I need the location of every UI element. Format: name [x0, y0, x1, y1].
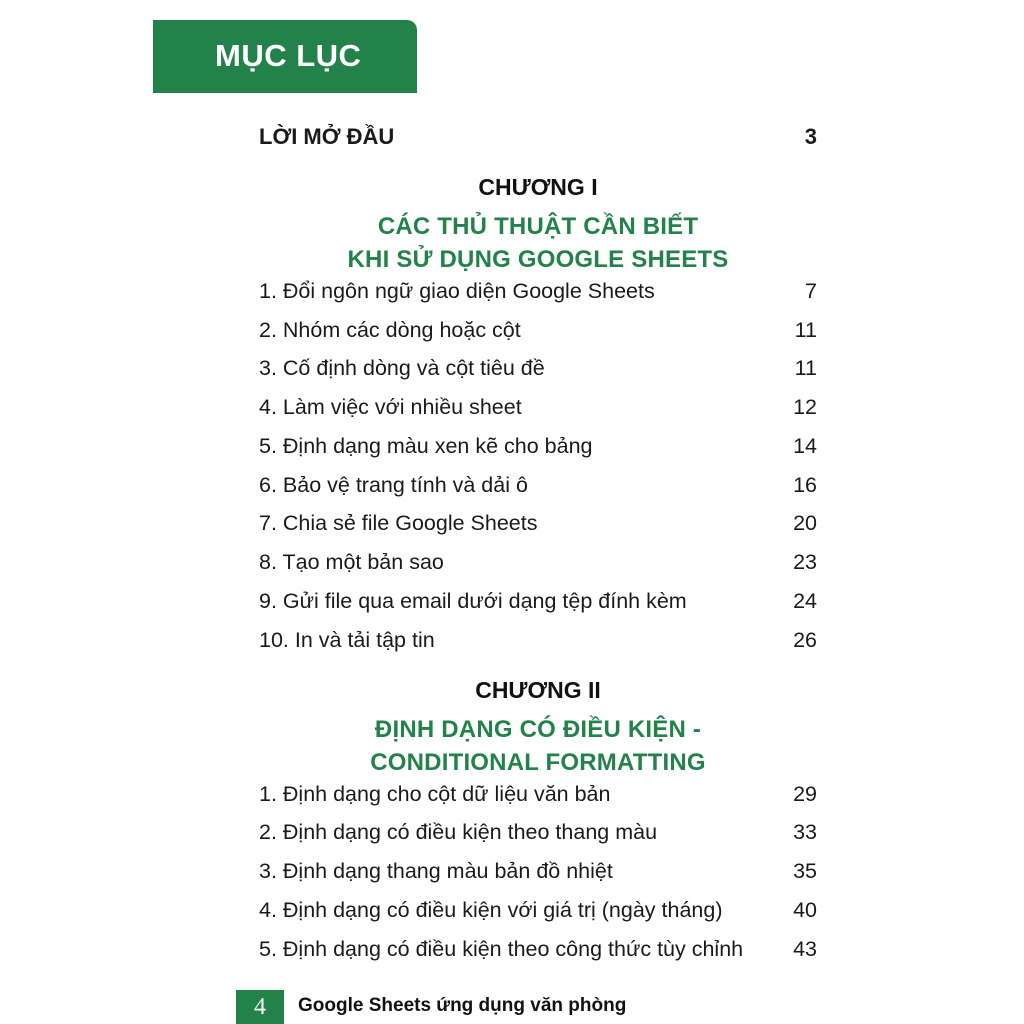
chapter-2-title-line-2: CONDITIONAL FORMATTING [370, 749, 706, 776]
toc-entry[interactable] [259, 470, 817, 500]
toc-entry-page: 33 [793, 819, 817, 844]
toc-entry-page: 20 [793, 510, 817, 535]
toc-entry-page: 26 [793, 627, 817, 652]
toc-entry-title: 2. Nhóm các dòng hoặc cột [259, 317, 521, 342]
toc-entry-title: 3. Định dạng thang màu bản đồ nhiệt [259, 858, 613, 883]
toc-entry[interactable] [259, 895, 817, 925]
chapter-1-label: CHƯƠNG I [478, 174, 598, 200]
toc-entry-page: 43 [793, 936, 817, 961]
toc-entry-title: 2. Định dạng có điều kiện theo thang màu [259, 819, 658, 844]
toc-entry-page: 11 [794, 317, 817, 342]
toc-title: MỤC LỤC [215, 38, 362, 73]
toc-entry-page: 12 [793, 394, 817, 419]
toc-entry-title: 4. Làm việc với nhiều sheet [259, 394, 522, 419]
toc-entry-title: 3. Cố định dòng và cột tiêu đề [259, 355, 545, 380]
toc-entry-title: 10. In và tải tập tin [259, 627, 435, 652]
toc-entry-title: 9. Gửi file qua email dưới dạng tệp đính kèm [259, 588, 687, 613]
toc-entry-title: 4. Định dạng có điều kiện với giá trị (ngày tháng) [259, 897, 723, 922]
toc-entry-page: 7 [805, 278, 817, 303]
toc-entry[interactable] [259, 276, 817, 306]
toc-entry-page: 14 [793, 433, 817, 458]
toc-entry[interactable] [259, 315, 817, 345]
toc-entry[interactable] [259, 817, 817, 847]
toc-entry[interactable] [259, 547, 817, 577]
toc-entry-title: 1. Đổi ngôn ngữ giao diện Google Sheets [259, 278, 655, 303]
toc-entry-title: 5. Định dạng màu xen kẽ cho bảng [259, 433, 593, 458]
toc-entry[interactable] [259, 779, 817, 809]
toc-entry-page: 3 [804, 124, 817, 149]
toc-entry-preface[interactable] [259, 122, 817, 152]
toc-entry-page: 16 [793, 472, 817, 497]
toc-entry[interactable] [259, 431, 817, 461]
toc-entry[interactable] [259, 586, 817, 616]
toc-entry[interactable] [259, 508, 817, 538]
toc-entry-page: 24 [793, 588, 817, 613]
toc-entry-title: 5. Định dạng có điều kiện theo công thức tùy chỉnh [259, 936, 744, 961]
toc-entry-title: 6. Bảo vệ trang tính và dải ô [259, 472, 528, 497]
toc-entry[interactable] [259, 934, 817, 964]
toc-entry-title: 7. Chia sẻ file Google Sheets [259, 510, 538, 535]
chapter-1-title-line-1: CÁC THỦ THUẬT CẦN BIẾT [377, 213, 699, 240]
toc-entry[interactable] [259, 856, 817, 886]
toc-entry-page: 23 [793, 549, 817, 574]
toc-entry[interactable] [259, 353, 817, 383]
footer-book-title: Google Sheets ứng dụng văn phòng [298, 995, 627, 1016]
toc-entry-title: 8. Tạo một bản sao [259, 549, 444, 574]
footer-page-number: 4 [236, 990, 284, 1024]
chapter-2-label: CHƯƠNG II [475, 677, 601, 703]
toc-entry-page: 35 [793, 858, 817, 883]
toc-entry-title: 1. Định dạng cho cột dữ liệu văn bản [259, 781, 611, 806]
chapter-1-title-line-2: KHI SỬ DỤNG GOOGLE SHEETS [347, 246, 729, 273]
toc-entry-page: 11 [794, 355, 817, 380]
toc-entry[interactable] [259, 392, 817, 422]
toc-entry[interactable] [259, 625, 817, 655]
chapter-2-title-line-1: ĐỊNH DẠNG CÓ ĐIỀU KIỆN - [374, 716, 702, 743]
toc-header-tab [153, 20, 417, 93]
toc-entry-page: 29 [793, 781, 817, 806]
toc-entry-page: 40 [793, 897, 817, 922]
toc-entry-title: LỜI MỞ ĐẦU [259, 124, 395, 149]
